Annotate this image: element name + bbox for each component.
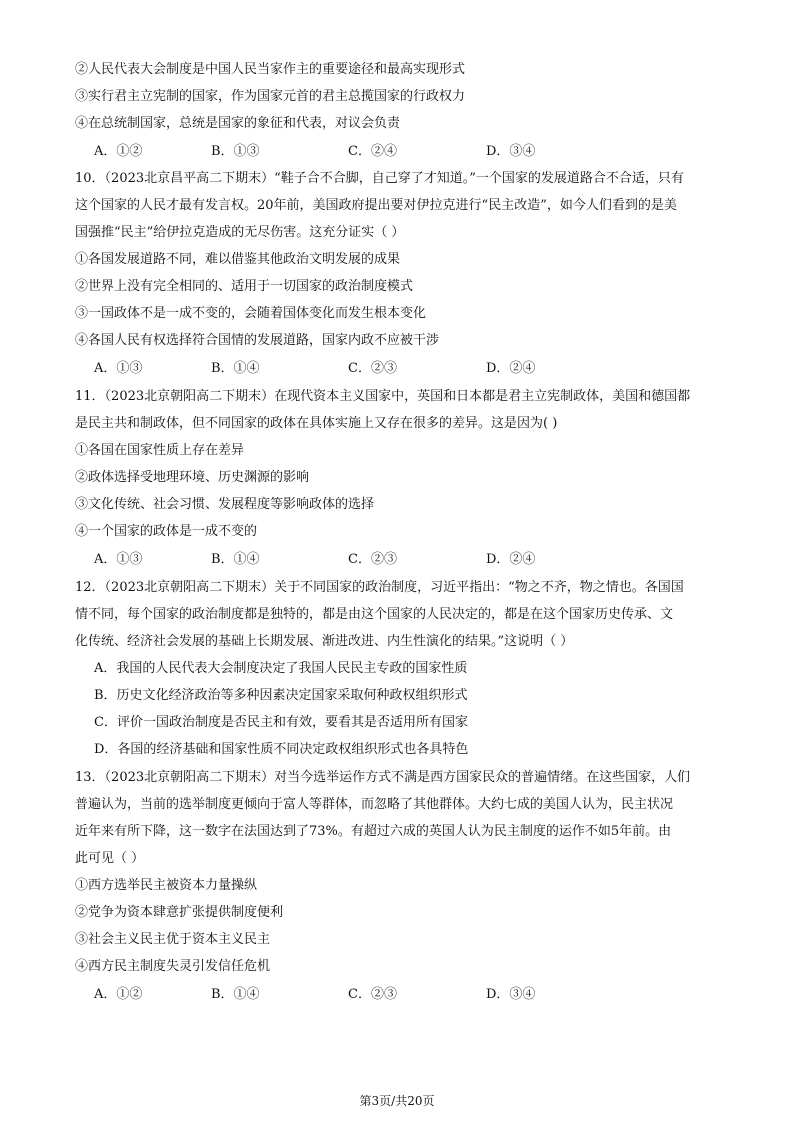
choice-c: C．评价一国政治制度是否民主和有效，要看其是否适用所有国家 [94, 715, 468, 730]
question-13-stem: 近年来有所下降，这一数字在法国达到了73%。有超过六成的英国人认为民主制度的运作不如5年前。由 [75, 824, 672, 839]
choice-d: D．各国的经济基础和国家性质不同决定政权组织形式也各具特色 [94, 742, 469, 757]
statement: ④各国人民有权选择符合国情的发展道路，国家内政不应被干涉 [75, 333, 440, 348]
option-b: B．①④ [211, 552, 260, 567]
question-11-stem: 11．（2023北京朝阳高二下期末）在现代资本主义国家中，英国和日本都是君主立宪制政体，美国和德国都 [75, 389, 691, 404]
page-number: 第3页/共20页 [359, 1094, 435, 1108]
statement: ③文化传统、社会习惯、发展程度等影响政体的选择 [75, 497, 375, 512]
question-10-stem: 10．（2023北京昌平高二下期末）“鞋子合不合脚，自己穿了才知道。”一个国家的发展道路合不合适，只有 [75, 171, 684, 186]
option-b: B．①④ [211, 361, 260, 376]
statement: ①各国在国家性质上存在差异 [75, 443, 245, 458]
question-10-stem: 这个国家的人民才最有发言权。20年前，美国政府提出要对伊拉克进行“民主改造”，如今人们看到的是美 [75, 198, 677, 213]
option-c: C．②③ [348, 361, 397, 376]
choice-b: B．历史文化经济政治等多种因素决定国家采取何种政权组织形式 [94, 688, 468, 703]
question-12-stem: 化传统、经济社会发展的基础上长期发展、渐进改进、内生性演化的结果。”这说明（ ） [75, 634, 574, 649]
option-d: D．②④ [486, 552, 536, 567]
statement: ①各国发展道路不同，难以借鉴其他政治文明发展的成果 [75, 252, 401, 267]
statement: ③社会主义民主优于资本主义民主 [75, 932, 271, 947]
statement: ③一国政体不是一成不变的，会随着国体变化而发生根本变化 [75, 306, 427, 321]
option-c: C．②③ [348, 987, 397, 1002]
option-a: A．①② [94, 144, 143, 159]
question-12-stem: 情不同，每个国家的政治制度都是独特的，都是由这个国家的人民决定的，都是在这个国家历史传承、文 [75, 607, 674, 622]
option-d: D．③④ [486, 987, 536, 1002]
statement: ②党争为资本肆意扩张提供制度便利 [75, 905, 284, 920]
option-d: D．②④ [486, 361, 536, 376]
question-13-stem: 此可见（ ） [75, 851, 145, 866]
statement: ②人民代表大会制度是中国人民当家作主的重要途径和最高实现形式 [75, 62, 466, 77]
question-13-stem: 13．（2023北京朝阳高二下期末）对当今选举运作方式不满是西方国家民众的普遍情绪。在这些国家，人们 [75, 770, 691, 785]
statement: ①西方选举民主被资本力量操纵 [75, 878, 258, 893]
statement: ③实行君主立宪制的国家，作为国家元首的君主总揽国家的行政权力 [75, 89, 466, 104]
choice-a: A．我国的人民代表大会制度决定了我国人民民主专政的国家性质 [94, 661, 468, 676]
statement: ④西方民主制度失灵引发信任危机 [75, 959, 271, 974]
statement: ④在总统制国家，总统是国家的象征和代表，对议会负责 [75, 116, 401, 131]
option-d: D．③④ [486, 144, 536, 159]
option-c: C．②③ [348, 552, 397, 567]
question-12-stem: 12．（2023北京朝阳高二下期末）关于不同国家的政治制度，习近平指出：“物之不齐，物之情也。各国国 [75, 580, 684, 595]
statement: ④一个国家的政体是一成不变的 [75, 524, 258, 539]
option-b: B．①③ [211, 144, 260, 159]
option-a: A．①③ [94, 552, 143, 567]
question-10-stem: 国强推“民主”给伊拉克造成的无尽伤害。这充分证实（ ） [75, 225, 405, 240]
option-a: A．①③ [94, 361, 143, 376]
statement: ②世界上没有完全相同的、适用于一切国家的政治制度模式 [75, 279, 414, 294]
question-11-stem: 是民主共和制政体，但不同国家的政体在具体实施上又存在很多的差异。这是因为( ) [75, 416, 558, 431]
option-a: A．①② [94, 987, 143, 1002]
statement: ②政体选择受地理环境、历史渊源的影响 [75, 470, 310, 485]
option-b: B．①④ [211, 987, 260, 1002]
question-13-stem: 普遍认为，当前的选举制度更倾向于富人等群体，而忽略了其他群体。大约七成的美国人认为，民主状况 [75, 797, 674, 812]
option-c: C．②④ [348, 144, 397, 159]
